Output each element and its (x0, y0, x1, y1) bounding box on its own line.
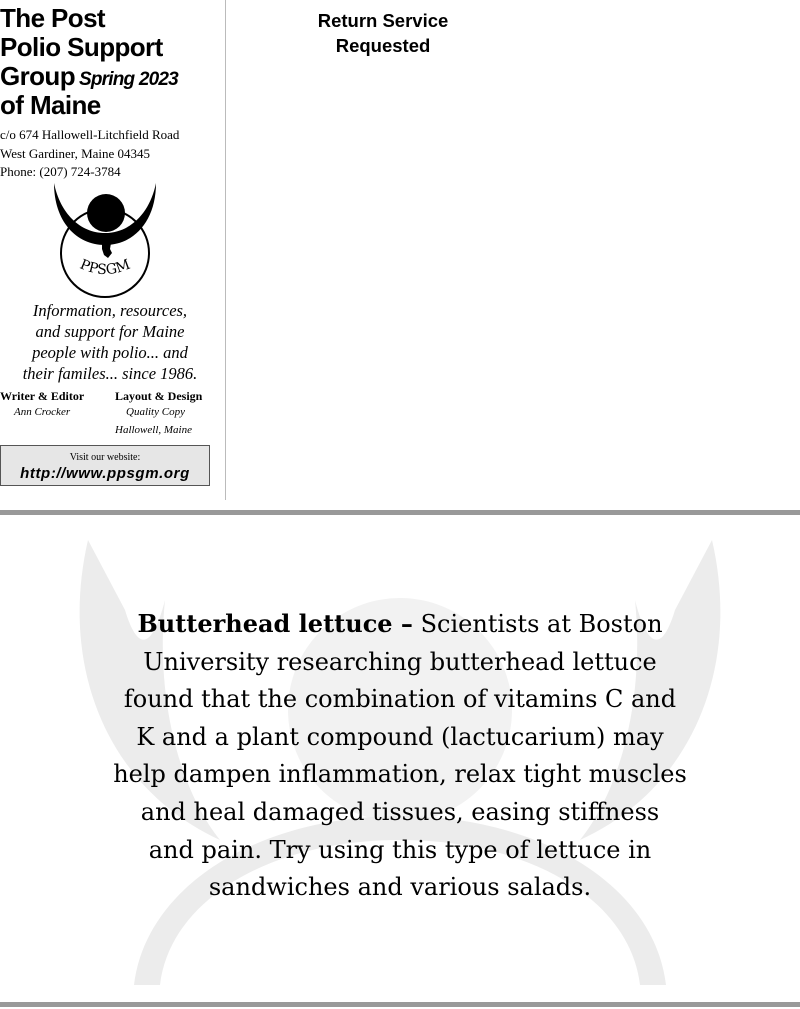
vertical-divider (225, 0, 226, 500)
return-service-requested (283, 8, 483, 58)
tagline-line: and support for Maine (35, 322, 185, 341)
article-line (40, 605, 760, 644)
address-line-city: West Gardiner, Maine 04345 (0, 146, 151, 161)
return-service-line: Requested (335, 35, 431, 56)
layout-design-label: Layout & Design (115, 389, 203, 403)
layout-design-location: Hallowell, Maine (115, 424, 192, 436)
article-line: University researching butterhead lettuce (143, 647, 657, 676)
tagline-line: Information, resources, (32, 301, 188, 320)
writer-editor-label: Writer & Editor (0, 389, 85, 403)
logo-text: PPSGM (77, 256, 133, 279)
top-rule (0, 510, 800, 515)
layout-design-company: Quality Copy (126, 406, 185, 418)
return-service-line: Return Service (317, 10, 449, 31)
article-line: and pain. Try using this type of lettuce in (148, 835, 652, 864)
article-line: and heal damaged tissues, easing stiffness (140, 797, 660, 826)
bottom-rule (0, 1002, 800, 1007)
org-name-line-4: of Maine (0, 90, 101, 120)
org-name-group: Group (0, 61, 75, 91)
tagline-line: their familes... since 1986. (22, 364, 198, 383)
ppsgm-logo (50, 183, 162, 298)
return-address-block (0, 0, 225, 500)
article-line: help dampen inflammation, relax tight muscles (113, 760, 687, 789)
org-name-line-2: Polio Support (0, 32, 163, 62)
website-link[interactable]: http://www.ppsgm.org (20, 465, 190, 482)
article-title: Butterhead lettuce – (137, 609, 413, 638)
tagline (0, 300, 220, 384)
article-line: sandwiches and various salads. (208, 873, 592, 902)
address-line-phone: Phone: (207) 724-3784 (0, 164, 121, 179)
address-line-street: c/o 674 Hallowell-Litchfield Road (0, 127, 180, 142)
article-line: K and a plant compound (lactucarium) may (136, 722, 664, 751)
logo-sun (87, 194, 125, 232)
org-name-line-1: The Post (0, 3, 105, 33)
article-text (40, 605, 760, 907)
article-line: found that the combination of vitamins C and (123, 685, 677, 714)
website-label: Visit our website: (69, 452, 141, 463)
issue-season: Spring 2023 (79, 69, 178, 90)
tagline-line: people with polio... and (32, 343, 188, 362)
website-box (0, 445, 210, 486)
article-first-line: Scientists at Boston (412, 610, 663, 638)
writer-editor-name: Ann Crocker (14, 406, 71, 418)
